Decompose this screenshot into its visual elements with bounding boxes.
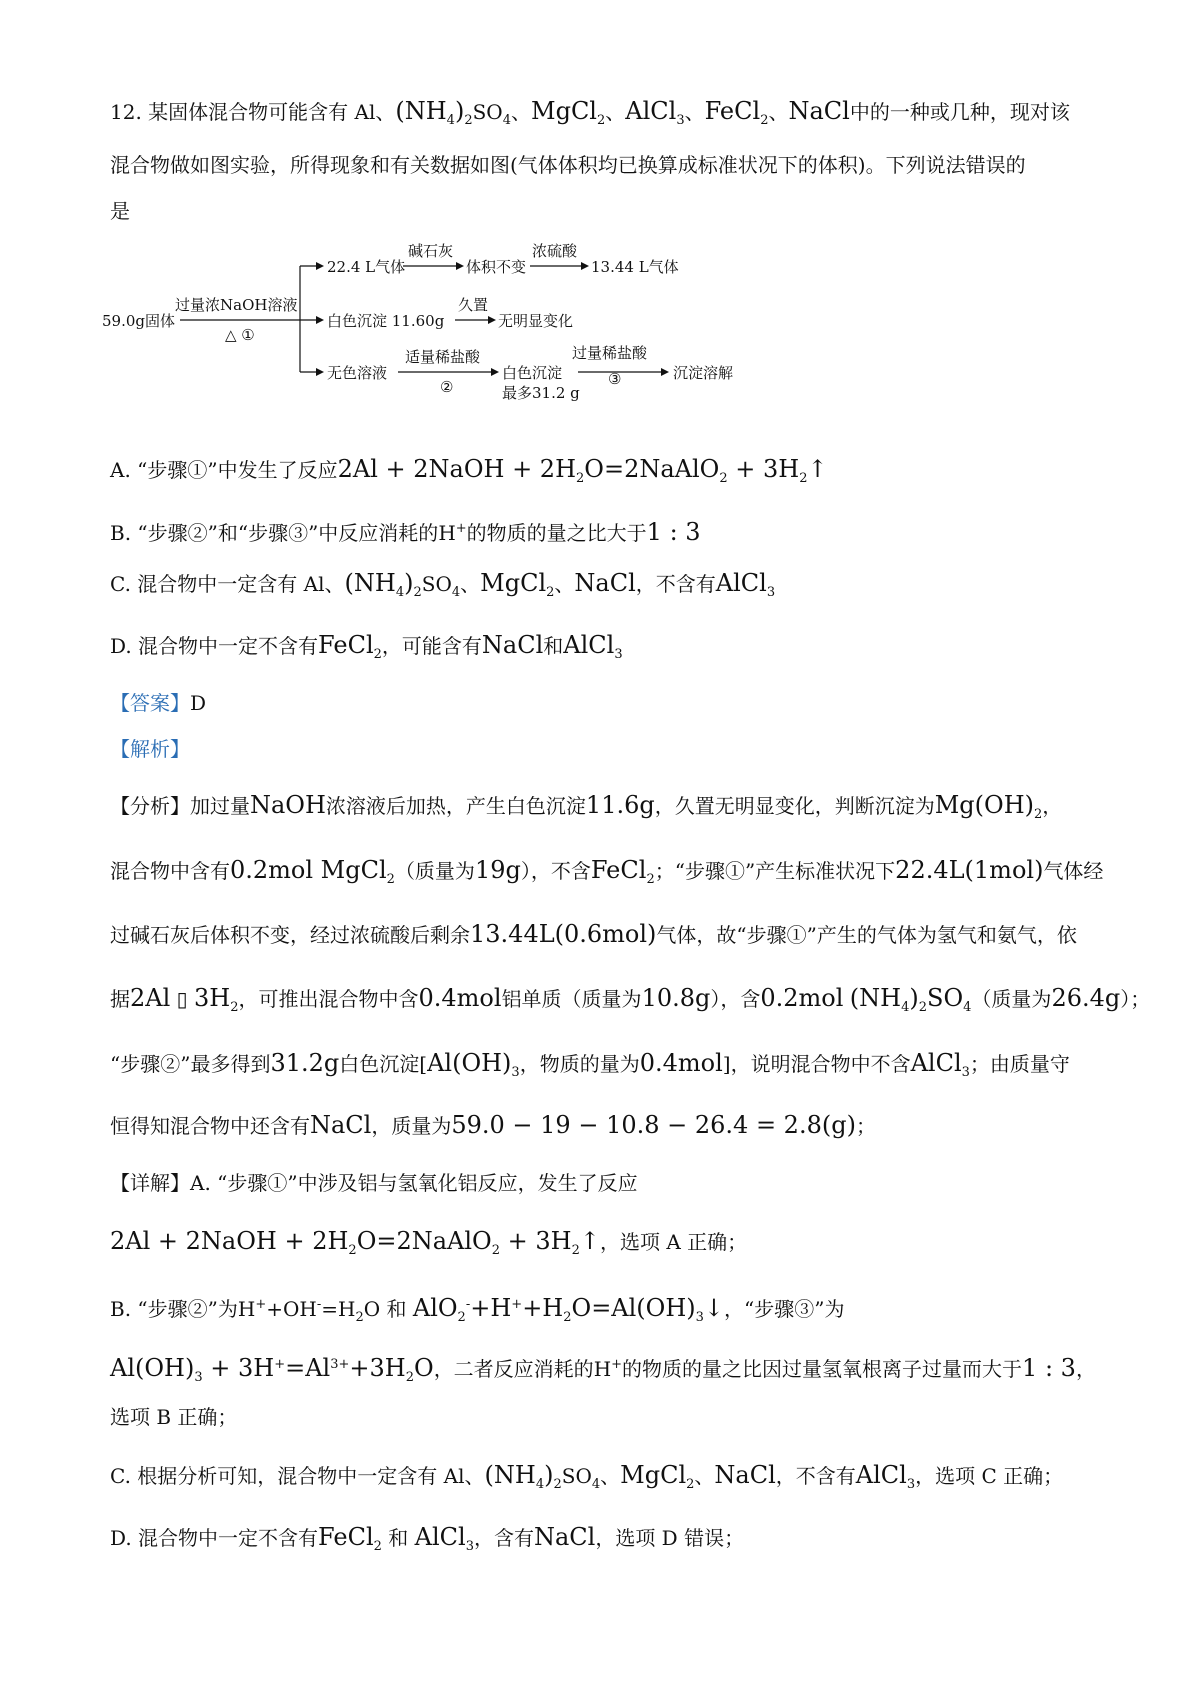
question-number: 12. bbox=[110, 100, 142, 124]
diagram-conc-h2so4: 浓硫酸 bbox=[532, 242, 578, 260]
diagram-white-ppt: 白色沉淀 11.60g bbox=[327, 312, 445, 330]
detail-line-a1: 【详解】A. “步骤①”中涉及铝与氢氧化铝反应，发生了反应 bbox=[110, 1171, 638, 1195]
option-c: C. 混合物中一定含有 Al、$(NH_4)_2SO_4$、MgCl$_2$、NaCl，不含有AlCl$_3$ bbox=[110, 569, 776, 600]
diagram-ppt-dissolves: 沉淀溶解 bbox=[673, 364, 734, 382]
experiment-flow-diagram bbox=[100, 236, 800, 416]
diagram-dilute-hcl-excess: 过量稀盐酸 bbox=[572, 344, 648, 362]
question-line-1: 12. 某固体混合物可能含有 Al、$(NH_4)_2SO_4$、MgCl$_2$、AlCl$_3$、FeCl$_2$、NaCl中的一种或几种，现对该 bbox=[110, 97, 1070, 128]
diagram-dilute-hcl-some: 适量稀盐酸 bbox=[405, 348, 481, 366]
answer-label: 【答案】 bbox=[110, 691, 190, 715]
option-a: A. “步骤①”中发生了反应2Al + 2NaOH + $2H_2O=2NaAlO_2$ + $3H_2↑$ bbox=[110, 455, 828, 486]
diagram-max-mass: 最多31.2 g bbox=[502, 384, 580, 402]
diagram-step1-label: △ ① bbox=[225, 326, 255, 344]
diagram-step2-label: ② bbox=[440, 378, 454, 396]
diagram-soda-lime: 碱石灰 bbox=[408, 242, 454, 260]
answer bbox=[110, 688, 206, 718]
question-line-3: 是 bbox=[110, 199, 130, 223]
analysis-heading: 【解析】 bbox=[110, 737, 190, 761]
analysis-line-3: 过碱石灰后体积不变，经过浓硫酸后剩余13.44L(0.6mol)气体，故“步骤①”产生的气体为氢气和氨气，依 bbox=[110, 920, 1077, 948]
detail-line-a2: 2Al + 2NaOH + $2H_2O=2NaAlO_2$ + $3H_2↑$，选项 A 正确； bbox=[110, 1227, 748, 1258]
question-line-2: 混合物做如图实验，所得现象和有关数据如图(气体体积均已换算成标准状况下的体积)。下列说法错误的 bbox=[110, 153, 1026, 177]
option-b: B. “步骤②”和“步骤③”中反应消耗的H+的物质的量之比大于1 : 3 bbox=[110, 518, 701, 546]
analysis-line-5: “步骤②”最多得到31.2g白色沉淀[$Al(OH)_3$，物质的量为0.4mol]，说明混合物中不含AlCl$_3$；由质量守 bbox=[110, 1049, 1070, 1080]
diagram-no-change: 无明显变化 bbox=[498, 312, 574, 330]
diagram-step1-reagent: 过量浓NaOH溶液 bbox=[175, 296, 298, 314]
detail-line-d: D. 混合物中一定不含有FeCl$_2$ 和 AlCl$_3$，含有NaCl，选项 D 错误； bbox=[110, 1523, 745, 1554]
answer-value: D bbox=[190, 691, 207, 715]
diagram-stand: 久置 bbox=[458, 296, 489, 314]
analysis-line-2: 混合物中含有0.2mol MgCl$_2$（质量为19g），不含FeCl$_2$；“步骤①”产生标准状况下22.4L(1mol)气体经 bbox=[110, 856, 1104, 887]
detail-line-b1: B. “步骤②”为$H^++OH^-=H_2O$ 和 $AlO_2^-+H^++H_2O=Al(OH)_3↓$，“步骤③”为 bbox=[110, 1294, 845, 1325]
analysis-line-1: 【分析】加过量NaOH浓溶液后加热，产生白色沉淀11.6g，久置无明显变化，判断沉淀为$Mg(OH)_2$， bbox=[110, 791, 1063, 822]
analysis-line-6: 恒得知混合物中还含有NaCl，质量为59.0 − 19 − 10.8 − 26.4 = 2.8(g)； bbox=[110, 1111, 876, 1139]
detail-line-b2: $Al(OH)_3 + 3H^+=Al^{3+}+3H_2O$，二者反应消耗的H+的物质的量之比因过量氢氧根离子过量而大于1 : 3， bbox=[110, 1354, 1096, 1385]
diagram-gas: 22.4 L气体 bbox=[327, 258, 406, 276]
diagram-volume-same: 体积不变 bbox=[466, 258, 527, 276]
option-d: D. 混合物中一定不含有FeCl$_2$，可能含有NaCl和AlCl$_3$ bbox=[110, 631, 623, 662]
analysis-label: 【分析】 bbox=[110, 794, 190, 818]
diagram-white-ppt-2: 白色沉淀 bbox=[502, 364, 563, 382]
diagram-start: 59.0g固体 bbox=[102, 312, 176, 330]
diagram-gas-remaining: 13.44 L气体 bbox=[591, 258, 679, 276]
detail-line-c: C. 根据分析可知，混合物中一定含有 Al、$(NH_4)_2SO_4$、MgCl$_2$、NaCl，不含有AlCl$_3$，选项 C 正确； bbox=[110, 1461, 1064, 1492]
diagram-colorless-solution: 无色溶液 bbox=[327, 364, 388, 382]
detail-label: 【详解】 bbox=[110, 1171, 190, 1195]
analysis-line-4: 据2Al ▯ $3H_2$，可推出混合物中含0.4mol铝单质（质量为10.8g），含0.2mol $(NH_4)_2SO_4$（质量为26.4g）； bbox=[110, 984, 1151, 1015]
detail-line-b3: 选项 B 正确； bbox=[110, 1405, 238, 1429]
diagram-step3-label: ③ bbox=[608, 370, 622, 388]
